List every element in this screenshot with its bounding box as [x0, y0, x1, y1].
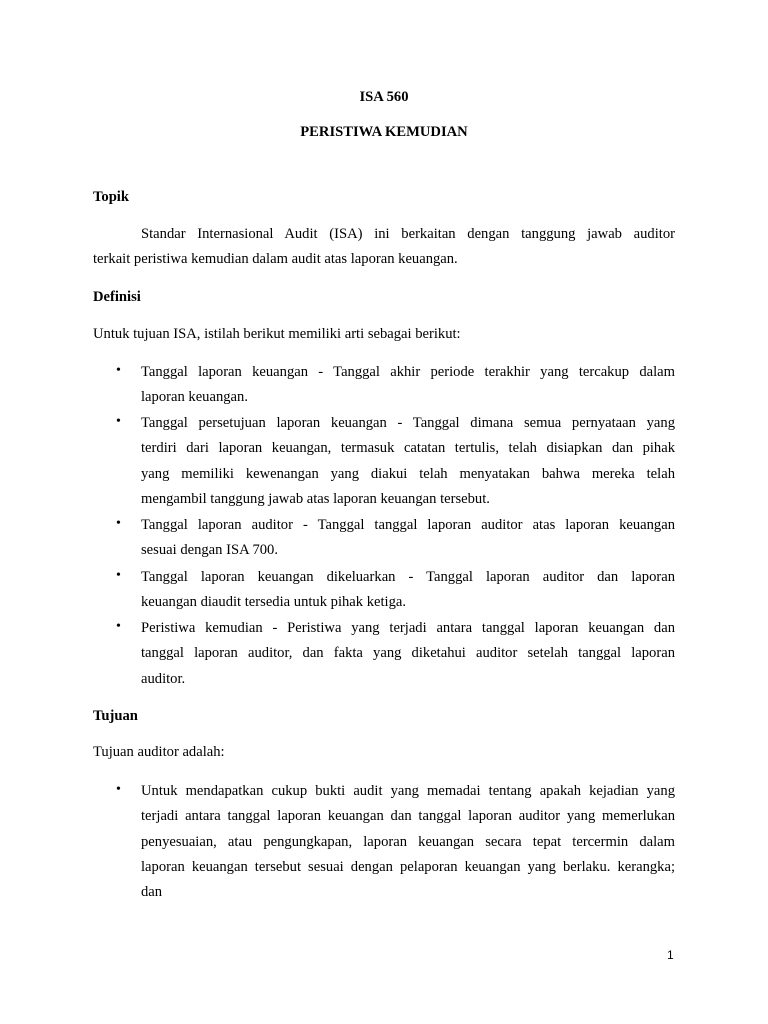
section-heading-topik: Topik	[93, 189, 129, 205]
paragraph-line: terkait peristiwa kemudian dalam audit atas laporan keuangan.	[93, 251, 458, 267]
list-item-line: yang memiliki kewenangan yang diakui telah menyatakan bahwa mereka telah	[141, 466, 675, 482]
bullet-icon: •	[116, 568, 121, 583]
document-title: ISA 560	[359, 89, 409, 105]
list-item-line: Tanggal laporan keuangan - Tanggal akhir periode terakhir yang tercakup dalam	[141, 364, 675, 380]
list-item-line: mengambil tanggung jawab atas laporan keuangan tersebut.	[141, 491, 490, 507]
list-item-line: keuangan diaudit tersedia untuk pihak ketiga.	[141, 594, 407, 610]
list-item-line: Untuk mendapatkan cukup bukti audit yang memadai tentang apakah kejadian yang	[141, 783, 675, 799]
list-item-line: laporan keuangan.	[141, 389, 248, 405]
section-heading-definisi: Definisi	[93, 289, 141, 305]
bullet-icon: •	[116, 414, 121, 429]
list-item-line: dan	[141, 884, 163, 900]
paragraph-line: Standar Internasional Audit (ISA) ini berkaitan dengan tanggung jawab auditor	[141, 226, 675, 242]
list-item-line: penyesuaian, atau pengungkapan, laporan keuangan secara tepat tercermin dalam	[141, 834, 675, 850]
document-subtitle: PERISTIWA KEMUDIAN	[300, 124, 468, 140]
list-item-line: auditor.	[141, 671, 186, 687]
bullet-icon: •	[116, 363, 121, 378]
list-item-line: tanggal laporan auditor, dan fakta yang diketahui auditor setelah tanggal laporan	[141, 645, 675, 661]
list-item-line: Tanggal laporan keuangan dikeluarkan - Tanggal laporan auditor dan laporan	[141, 569, 675, 585]
bullet-icon: •	[116, 516, 121, 531]
paragraph-line: Untuk tujuan ISA, istilah berikut memiliki arti sebagai berikut:	[93, 326, 461, 342]
list-item-line: terjadi antara tanggal laporan keuangan dan tanggal laporan auditor yang memerlukan	[141, 808, 675, 824]
list-item-line: terdiri dari laporan keuangan, termasuk catatan tertulis, telah disiapkan dan pihak	[141, 440, 675, 456]
list-item-line: sesuai dengan ISA 700.	[141, 542, 279, 558]
page-number: 1	[667, 948, 674, 962]
list-item-line: Tanggal laporan auditor - Tanggal tanggal laporan auditor atas laporan keuangan	[141, 517, 675, 533]
bullet-icon: •	[116, 619, 121, 634]
section-heading-tujuan: Tujuan	[93, 708, 138, 724]
paragraph-line: Tujuan auditor adalah:	[93, 744, 225, 760]
bullet-icon: •	[116, 782, 121, 797]
list-item-line: Peristiwa kemudian - Peristiwa yang terjadi antara tanggal laporan keuangan dan	[141, 620, 675, 636]
list-item-line: Tanggal persetujuan laporan keuangan - Tanggal dimana semua pernyataan yang	[141, 415, 675, 431]
list-item-line: laporan keuangan tersebut sesuai dengan pelaporan keuangan yang berlaku. kerangka;	[141, 859, 675, 875]
